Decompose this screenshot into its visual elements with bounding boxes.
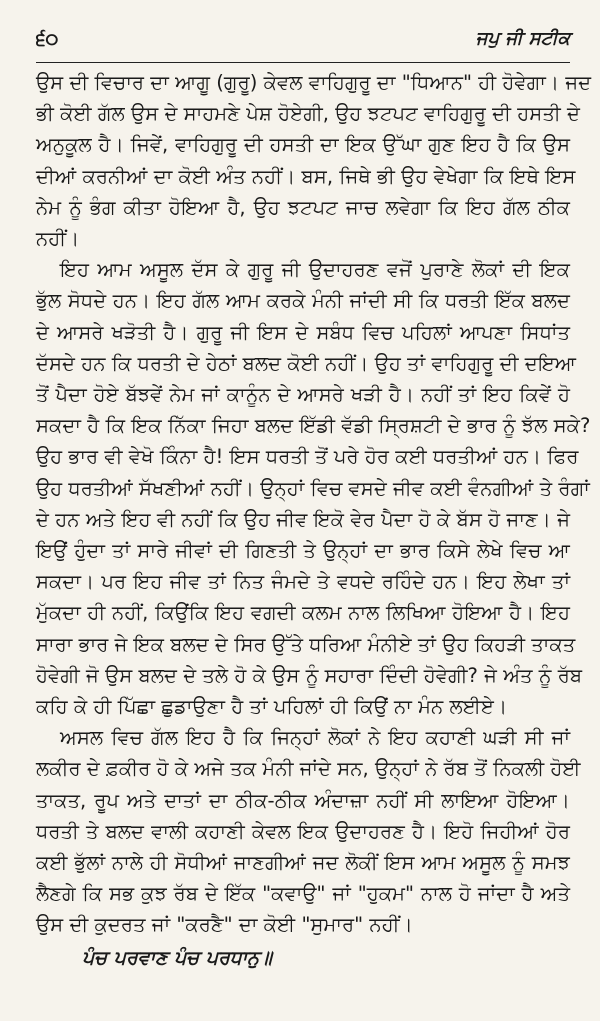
- text-line: ਨਹੀਂ।: [36, 227, 80, 251]
- text-line: ਸਕਦਾ। ਪਰ ਇਹ ਜੀਵ ਤਾਂ ਨਿਤ ਜੰਮਦੇ ਤੇ ਵਧਦੇ ਰਹਿੰਦੇ ਹਨ। ਇਹ ਲੇਖਾ ਤਾਂ: [36, 570, 570, 594]
- text-line: ਸਾਰਾ ਭਾਰ ਜੇ ਇਕ ਬਲਦ ਦੇ ਸਿਰ ਉੱਤੇ ਧਰਿਆ ਮੰਨੀਏ ਤਾਂ ਉਹ ਕਿਹੜੀ ਤਾਕਤ: [36, 632, 576, 656]
- text-line: ਭੀ ਕੋਈ ਗੱਲ ਉਸ ਦੇ ਸਾਹਮਣੇ ਪੇਸ਼ ਹੋਏਗੀ, ਉਹ ਝਟਪਟ ਵਾਹਿਗੁਰੂ ਦੀ ਹਸਤੀ ਦੇ: [36, 102, 580, 126]
- running-title: ਜਪੁ ਜੀ ਸਟੀਕ: [475, 28, 570, 49]
- body-text: [36, 67, 592, 941]
- text-line: ਤਾਕਤ, ਰੂਪ ਅਤੇ ਦਾਤਾਂ ਦਾ ਠੀਕ-ਠੀਕ ਅੰਦਾਜ਼ਾ ਨਹੀਂ ਸੀ ਲਾਇਆ ਹੋਇਆ।: [36, 788, 570, 812]
- text-line: ਲੈਣਗੇ ਕਿ ਸਭ ਕੁਝ ਰੱਬ ਦੇ ਇੱਕ "ਕਵਾਉ" ਜਾਂ "ਹੁਕਮ" ਨਾਲ ਹੋ ਜਾਂਦਾ ਹੈ ਅਤੇ: [36, 882, 570, 906]
- text-line: ਸਕਦਾ ਹੈ ਕਿ ਇਕ ਨਿੱਕਾ ਜਿਹਾ ਬਲਦ ਇੱਡੀ ਵੱਡੀ ਸ੍ਰਿਸ਼ਟੀ ਦੇ ਭਾਰ ਨੂੰ ਝੱਲ ਸਕੇ?: [36, 414, 591, 438]
- text-line: ਮੁੱਕਦਾ ਹੀ ਨਹੀਂ, ਕਿਉਂਕਿ ਇਹ ਵਗਦੀ ਕਲਮ ਨਾਲ ਲਿਖਿਆ ਹੋਇਆ ਹੈ। ਇਹ: [36, 601, 570, 625]
- page-number: ੬੦: [36, 28, 59, 50]
- text-line: ਉਸ ਦੀ ਕੁਦਰਤ ਜਾਂ "ਕਰਣੈ" ਦਾ ਕੋਈ "ਸੁਮਾਰ" ਨਹੀਂ।: [36, 913, 413, 937]
- paragraph: [36, 67, 592, 254]
- text-line: ਭੁੱਲ ਸੋਧਦੇ ਹਨ। ਇਹ ਗੱਲ ਆਮ ਕਰਕੇ ਮੰਨੀ ਜਾਂਦੀ ਸੀ ਕਿ ਧਰਤੀ ਇੱਕ ਬਲਦ: [36, 289, 570, 313]
- text-line: ਨੇਮ ਨੂੰ ਭੰਗ ਕੀਤਾ ਹੋਇਆ ਹੈ, ਉਹ ਝਟਪਟ ਜਾਚ ਲਵੇਗਾ ਕਿ ਇਹ ਗੱਲ ਠੀਕ: [36, 195, 570, 219]
- text-line: ਦੀਆਂ ਕਰਨੀਆਂ ਦਾ ਕੋਈ ਅੰਤ ਨਹੀਂ। ਬਸ, ਜਿਥੇ ਭੀ ਉਹ ਵੇਖੇਗਾ ਕਿ ਇਥੇ ਇਸ: [36, 164, 576, 188]
- text-line: ਦੇ ਆਸਰੇ ਖੜੋਤੀ ਹੈ। ਗੁਰੂ ਜੀ ਇਸ ਦੇ ਸਬੰਧ ਵਿਚ ਪਹਿਲਾਂ ਆਪਣਾ ਸਿਧਾਂਤ: [36, 320, 570, 344]
- text-line: ਉਸ ਦੀ ਵਿਚਾਰ ਦਾ ਆਗੂ (ਗੁਰੂ) ਕੇਵਲ ਵਾਹਿਗੁਰੂ ਦਾ "ਧਿਆਨ" ਹੀ ਹੋਵੇਗਾ। ਜਦ: [36, 71, 592, 94]
- text-line: ਲਕੀਰ ਦੇ ਫ਼ਕੀਰ ਹੋ ਕੇ ਅਜੇ ਤਕ ਮੰਨੀ ਜਾਂਦੇ ਸਨ, ਉਨ੍ਹਾਂ ਨੇ ਰੱਬ ਤੋਂ ਨਿਕਲੀ ਹੋਈ: [36, 757, 581, 781]
- text-line: ਦੇ ਹਨ ਅਤੇ ਇਹ ਵੀ ਨਹੀਂ ਕਿ ਉਹ ਜੀਵ ਇਕੋ ਵੇਰ ਪੈਦਾ ਹੋ ਕੇ ਬੱਸ ਹੋ ਜਾਣ। ਜੇ: [36, 507, 570, 531]
- paragraph: [36, 254, 591, 722]
- text-line: ਧਰਤੀ ਤੇ ਬਲਦ ਵਾਲੀ ਕਹਾਣੀ ਕੇਵਲ ਇਕ ਉਦਾਹਰਣ ਹੈ। ਇਹੋ ਜਿਹੀਆਂ ਹੋਰ: [36, 819, 570, 843]
- text-line: ਅਸਲ ਵਿਚ ਗੱਲ ਇਹ ਹੈ ਕਿ ਜਿਨ੍ਹਾਂ ਲੋਕਾਂ ਨੇ ਇਹ ਕਹਾਣੀ ਘੜੀ ਸੀ ਜਾਂ: [60, 726, 570, 750]
- text-line: ਕਹਿ ਕੇ ਹੀ ਪਿੱਛਾ ਛੁਡਾਉਣਾ ਹੈ ਤਾਂ ਪਹਿਲਾਂ ਹੀ ਕਿਉਂ ਨਾ ਮੰਨ ਲਈਏ।: [36, 695, 508, 719]
- text-line: ਅਨੁਕੂਲ ਹੈ। ਜਿਵੇਂ, ਵਾਹਿਗੁਰੂ ਦੀ ਹਸਤੀ ਦਾ ਇਕ ਉੱਘਾ ਗੁਣ ਇਹ ਹੈ ਕਿ ਉਸ: [36, 133, 570, 157]
- text-line: ਤੋਂ ਪੈਦਾ ਹੋਏ ਬੱਝਵੇਂ ਨੇਮ ਜਾਂ ਕਾਨੂੰਨ ਦੇ ਆਸਰੇ ਖੜੀ ਹੈ। ਨਹੀਂ ਤਾਂ ਇਹ ਕਿਵੇਂ ਹੋ: [36, 383, 570, 407]
- text-line: ਉਹ ਭਾਰ ਵੀ ਵੇਖੋ ਕਿੰਨਾ ਹੈ! ਇਸ ਧਰਤੀ ਤੋਂ ਪਰੇ ਹੋਰ ਕਈ ਧਰਤੀਆਂ ਹਨ। ਫਿਰ: [36, 445, 579, 469]
- text-line: ਇਹ ਆਮ ਅਸੂਲ ਦੱਸ ਕੇ ਗੁਰੂ ਜੀ ਉਦਾਹਰਣ ਵਜੋਂ ਪੁਰਾਣੇ ਲੋਕਾਂ ਦੀ ਇਕ: [60, 258, 570, 282]
- text-line: ਇਉਂ ਹੁੰਦਾ ਤਾਂ ਸਾਰੇ ਜੀਵਾਂ ਦੀ ਗਿਣਤੀ ਤੇ ਉਨ੍ਹਾਂ ਦਾ ਭਾਰ ਕਿਸੇ ਲੇਖੇ ਵਿਚ ਆ: [36, 539, 570, 563]
- text-line: ਕਈ ਭੁੱਲਾਂ ਨਾਲੇ ਹੀ ਸੋਧੀਆਂ ਜਾਣਗੀਆਂ ਜਦ ਲੋਕੀਂ ਇਸ ਆਮ ਅਸੂਲ ਨੂੰ ਸਮਝ: [36, 851, 570, 875]
- closing-verse: ਪੰਚ ਪਰਵਾਣ ਪੰਚ ਪਰਧਾਨੁ॥: [82, 946, 272, 969]
- page-header: [36, 26, 570, 63]
- text-line: ਹੋਵੇਗੀ ਜੋ ਉਸ ਬਲਦ ਦੇ ਤਲੇ ਹੋ ਕੇ ਉਸ ਨੂੰ ਸਹਾਰਾ ਦਿੰਦੀ ਹੋਵੇਗੀ? ਜੇ ਅੰਤ ਨੂੰ ਰੱਬ: [36, 663, 583, 687]
- paragraph: [36, 722, 581, 940]
- text-line: ਉਹ ਧਰਤੀਆਂ ਸੱਖਣੀਆਂ ਨਹੀਂ। ਉਨ੍ਹਾਂ ਵਿਚ ਵਸਦੇ ਜੀਵ ਕਈ ਵੰਨਗੀਆਂ ਤੇ ਰੰਗਾਂ: [36, 476, 590, 500]
- text-line: ਦੱਸਦੇ ਹਨ ਕਿ ਧਰਤੀ ਦੇ ਹੇਠਾਂ ਬਲਦ ਕੋਈ ਨਹੀਂ। ਉਹ ਤਾਂ ਵਾਹਿਗੁਰੂ ਦੀ ਦਇਆ: [36, 351, 577, 375]
